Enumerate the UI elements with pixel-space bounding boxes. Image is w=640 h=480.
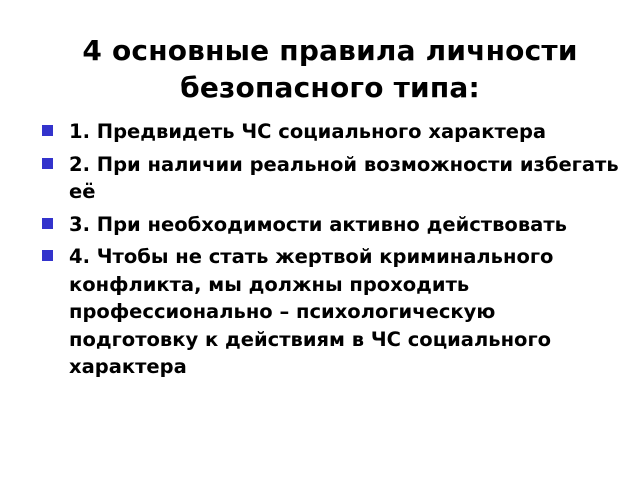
bullet-item-4 bbox=[40, 243, 630, 381]
square-bullet-icon bbox=[42, 218, 53, 229]
bullet-item-2 bbox=[40, 151, 630, 206]
square-bullet-icon bbox=[42, 125, 53, 136]
bullet-item-text: 3. При необходимости активно действовать bbox=[69, 212, 567, 236]
bullet-item-text: 4. Чтобы не стать жертвой криминального конфликта, мы должны проходить профессионально – психологическую подготовку к действиям в ЧС социального характера bbox=[69, 245, 554, 378]
bullet-list bbox=[40, 118, 630, 386]
bullet-item-3 bbox=[40, 211, 630, 239]
square-bullet-icon bbox=[42, 158, 53, 169]
slide-title-line-2: безопасного типа: bbox=[180, 71, 480, 104]
square-bullet-icon bbox=[42, 250, 53, 261]
bullet-item-1 bbox=[40, 118, 630, 146]
slide-title-line-1: 4 основные правила личности bbox=[82, 34, 578, 67]
slide-title bbox=[20, 32, 640, 106]
bullet-item-text: 1. Предвидеть ЧС социального характера bbox=[69, 120, 547, 143]
bullet-item-text: 2. При наличии реальной возможности избегать её bbox=[69, 152, 619, 203]
